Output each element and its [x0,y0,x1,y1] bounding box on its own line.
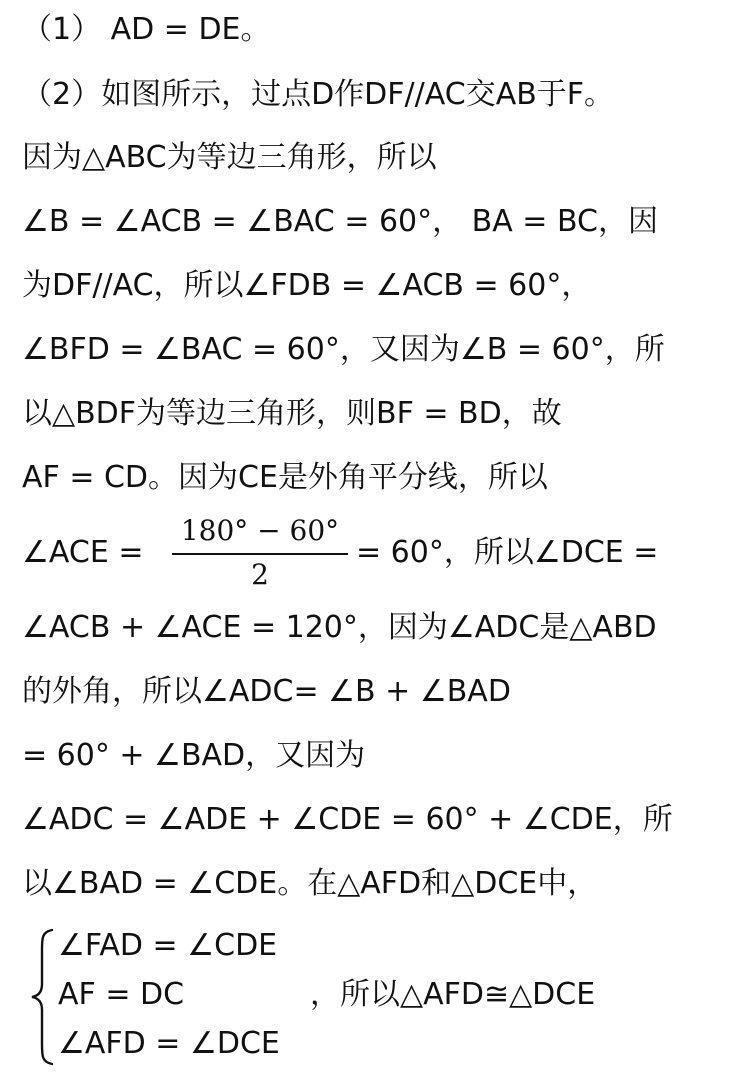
text-line: 以△BDF为等边三角形，则BF = BD，故 [22,396,562,431]
text-line: 因为△ABC为等边三角形，所以 [22,140,437,175]
text-line: 为DF//AC，所以∠FDB = ∠ACB = 60°， [22,268,592,303]
fraction-bar [172,553,348,555]
part-1-line: （1） AD = DE。 [22,12,271,47]
fraction-denominator: 2 [251,558,269,591]
system-row: ∠FAD = ∠CDE [58,928,278,963]
left-brace-icon [30,928,56,1066]
text-line: = 60° + ∠BAD，又因为 [22,738,366,773]
system-row: AF = DC [58,977,185,1012]
text-line: 的外角，所以∠ADC= ∠B + ∠BAD [22,674,511,709]
text-line: ∠BFD = ∠BAC = 60°，又因为∠B = 60°，所 [22,332,665,367]
system-row: ∠AFD = ∠DCE [58,1026,280,1061]
text-line: 以∠BAD = ∠CDE。在△AFD和△DCE中， [22,866,598,901]
fraction-numerator: 180° − 60° [180,514,340,547]
text-line: ∠ACB + ∠ACE = 120°，因为∠ADC是△ABD [22,610,657,645]
part-2-line: （2）如图所示，过点D作DF//AC交AB于F。 [22,77,615,112]
system-conclusion: ，所以△AFD≅△DCE [310,977,596,1012]
text-line: AF = CD。因为CE是外角平分线，所以 [22,460,548,495]
fraction-rhs: = 60°，所以∠DCE = [356,535,659,570]
text-line: ∠B = ∠ACB = ∠BAC = 60°， BA = BC，因 [22,204,658,239]
text-line: ∠ADC = ∠ADE + ∠CDE = 60° + ∠CDE，所 [22,802,673,837]
fraction-lhs: ∠ACE = [22,535,144,570]
congruence-system [22,924,742,1070]
